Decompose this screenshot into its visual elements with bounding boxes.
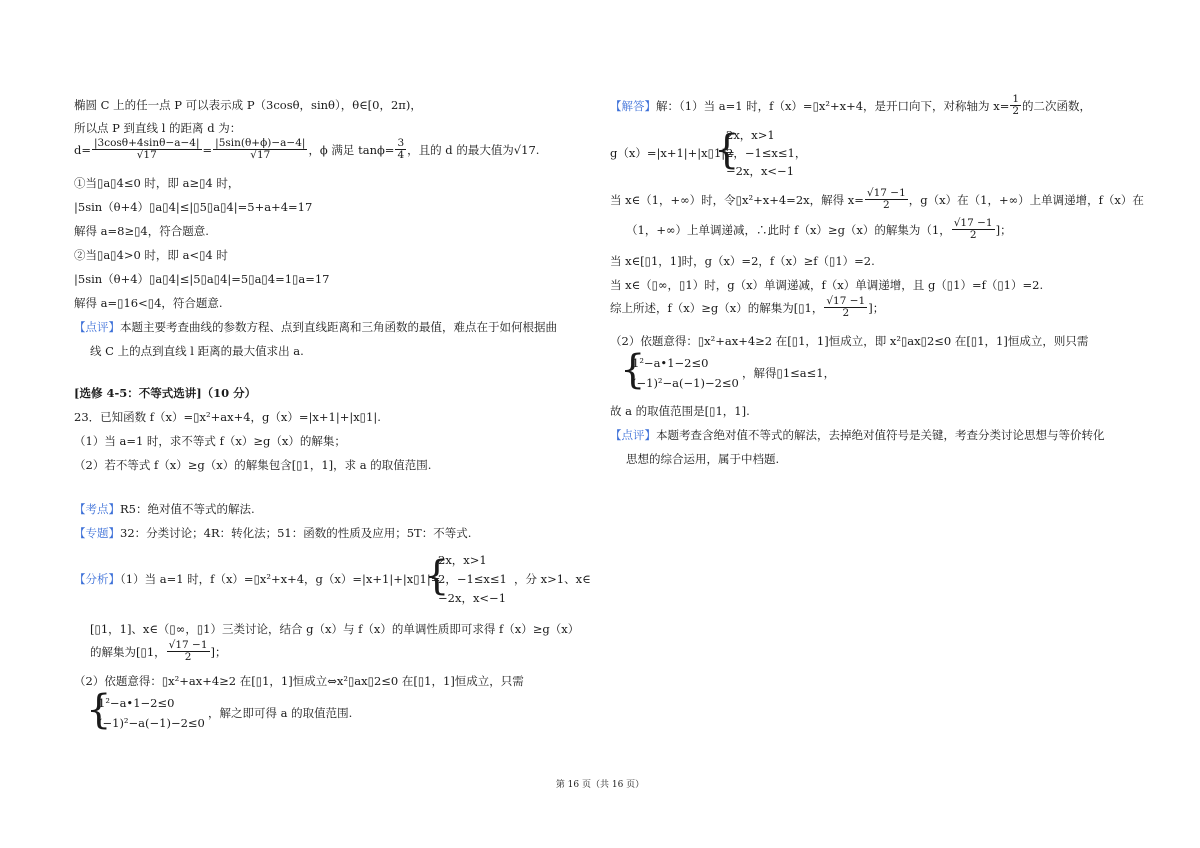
numerator: 3 — [397, 137, 405, 149]
analysis-text: （1）当 a=1 时，f（x）=▯x²+x+4，g（x）=|x+1|+|x▯1|= — [120, 572, 441, 586]
fraction — [1010, 94, 1021, 117]
case-line: 2，−1≤x≤1 — [438, 572, 507, 586]
text-line: 故 a 的取值范围是[▯1，1]. — [610, 404, 750, 418]
answer-tag: 【解答】 — [610, 98, 656, 113]
numerator: |5sin(θ+ϕ)−a−4| — [215, 137, 306, 149]
text-end: ，解之即可得 a 的取值范围. — [208, 706, 353, 720]
formula-prefix: d= — [74, 142, 91, 157]
analysis-line — [74, 572, 440, 586]
comment-tag: 【点评】 — [74, 320, 120, 334]
knowledge-tag: 【考点】 — [74, 502, 120, 516]
comment-tag: 【点评】 — [610, 428, 656, 442]
analysis-continuation: ，分 x>1、x∈ — [514, 572, 591, 586]
text-end: ，解得▯1≤a≤1， — [742, 366, 836, 380]
piecewise-function — [424, 550, 594, 610]
text-line: 当 x∈[▯1，1]时，g（x）=2，f（x）≥f（▯1）=2. — [610, 254, 875, 268]
text-line: |5sin（θ+4）▯a▯4|≤|5▯a▯4|=5▯a▯4=1▯a=17 — [74, 272, 330, 286]
text-line: [▯1，1]、x∈（▯∞，▯1）三类讨论，结合 g（x）与 f（x）的单调性质即可求得 f（x）≥g（x） — [90, 622, 580, 636]
fraction — [395, 138, 406, 161]
case-line: 2x，x>1 — [726, 128, 775, 142]
comment-text: 本题主要考查曲线的参数方程、点到直线距离和三角函数的最值，难点在于如何根据曲 — [120, 320, 557, 334]
text-line: |5sin（θ+4）▯a▯4|≤|▯5▯a▯4|=5+a+4=17 — [74, 200, 313, 214]
denominator: 2 — [184, 651, 192, 663]
text-line: 椭圆 C 上的任一点 P 可以表示成 P（3cosθ，sinθ），θ∈[0，2π)， — [74, 98, 422, 112]
section-heading: [选修 4-5：不等式选讲]（10 分） — [74, 386, 257, 400]
inequality-line: (−1)²−a(−1)−2≤0 — [632, 376, 739, 390]
numerator: √17 −1 — [168, 639, 208, 651]
question-part: （2）若不等式 f（x）≥g（x）的解集包含[▯1，1]，求 a 的取值范围. — [74, 458, 432, 472]
numerator: √17 −1 — [826, 295, 866, 307]
answer-end: 的二次函数， — [1022, 98, 1092, 113]
fraction — [213, 138, 307, 161]
topic-text: 32：分类讨论；4R：转化法；51：函数的性质及应用；5T：不等式. — [120, 526, 472, 540]
text-line: 解得 a=8≥▯4，符合题意. — [74, 224, 209, 238]
case-line: 2x，x>1 — [438, 553, 487, 567]
denominator: 4 — [397, 149, 405, 161]
denominator: 2 — [842, 307, 850, 319]
text-line: 线 C 上的点到直线 l 距离的最大值求出 a. — [90, 344, 304, 358]
fraction — [824, 296, 867, 319]
knowledge-point — [74, 502, 255, 516]
text-prefix: 当 x∈（1，+∞）时，令▯x²+x+4=2x，解得 x= — [610, 192, 864, 207]
text-line: 解得 a=▯16<▯4，符合题意. — [74, 296, 223, 310]
fraction — [92, 138, 202, 161]
numerator: √17 −1 — [953, 217, 993, 229]
text-prefix: （1，+∞）上单调递减，∴此时 f（x）≥g（x）的解集为（1， — [626, 222, 951, 237]
fraction — [167, 640, 210, 663]
formula-mid: ，ϕ 满足 tanϕ= — [308, 142, 395, 157]
text-end: ]； — [995, 222, 1012, 237]
comment-line — [610, 428, 1105, 442]
case-line: 2，−1≤x≤1， — [726, 146, 807, 160]
left-brace: { — [714, 127, 740, 173]
topic-tag: 【专题】 — [74, 526, 120, 540]
denominator: 2 — [969, 229, 977, 241]
text-end: ，g（x）在（1，+∞）上单调递增，f（x）在 — [908, 192, 1144, 207]
text-prefix: 综上所述，f（x）≥g（x）的解集为[▯1， — [610, 300, 824, 315]
answer-line — [610, 94, 1091, 117]
solution-line — [626, 218, 1012, 241]
question-part: （1）当 a=1 时，求不等式 f（x）≥g（x）的解集； — [74, 434, 346, 448]
case-line: −2x，x<−1 — [726, 164, 795, 178]
denominator: √17 — [250, 149, 271, 161]
question-stem: 23．已知函数 f（x）=▯x²+ax+4，g（x）=|x+1|+|x▯1|. — [74, 410, 381, 424]
left-brace: { — [620, 347, 646, 393]
numerator: 1 — [1012, 93, 1020, 105]
analysis-tag: 【分析】 — [74, 572, 120, 586]
inequality-system — [86, 687, 386, 736]
left-brace: { — [424, 553, 450, 599]
text-line: （2）依题意得：▯x²+ax+4≥2 在[▯1，1]恒成立⇔x²▯ax▯2≤0 在[▯1，1]恒成立，只需 — [74, 674, 524, 688]
fraction — [865, 188, 908, 211]
denominator: √17 — [136, 149, 157, 161]
formula-end: ，且的 d 的最大值为√17. — [407, 142, 540, 157]
inequality-line: 1²−a•1−2≤0 — [632, 356, 709, 370]
comment-text: 本题考查含绝对值不等式的解法，去掉绝对值符号是关键，考查分类讨论思想与等价转化 — [656, 428, 1105, 442]
text-line: （2）依题意得：▯x²+ax+4≥2 在[▯1，1]恒成立，即 x²▯ax▯2≤0 在[▯1，1]恒成立，则只需 — [610, 334, 1089, 348]
page-footer: 第 16 页（共 16 页） — [555, 780, 645, 790]
case-line: −2x，x<−1 — [438, 591, 507, 605]
numerator: √17 −1 — [866, 187, 906, 199]
summary-line — [610, 296, 884, 319]
comment-line — [74, 320, 557, 334]
text-prefix: 的解集为[▯1， — [90, 644, 166, 659]
text-line: 当 x∈（▯∞，▯1）时，g（x）单调递减，f（x）单调递增，且 g（▯1）=f（▯1）=2. — [610, 278, 1044, 292]
text-line: g（x）=|x+1|+|x▯1|= — [610, 146, 735, 160]
denominator: 2 — [883, 199, 890, 211]
topic-line — [74, 526, 471, 540]
denominator: 2 — [1012, 105, 1020, 117]
inequality-line: (−1)²−a(−1)−2≤0 — [98, 716, 205, 730]
piecewise-function — [714, 126, 874, 186]
solution-line — [610, 188, 1144, 211]
text-line: ②当▯a▯4>0 时，即 a<▯4 时 — [74, 248, 228, 262]
answer-text: 解：（1）当 a=1 时，f（x）=▯x²+x+4，是开口向下，对称轴为 x= — [656, 98, 1010, 113]
text-end: ]； — [868, 300, 885, 315]
numerator: |3cosθ+4sinθ−a−4| — [94, 137, 200, 149]
equals-sign: = — [202, 142, 213, 157]
inequality-system — [620, 347, 920, 396]
inequality-line: 1²−a•1−2≤0 — [98, 696, 175, 710]
left-brace: { — [86, 687, 112, 733]
knowledge-text: R5：绝对值不等式的解法. — [120, 502, 255, 516]
text-line: 所以点 P 到直线 l 的距离 d 为： — [74, 121, 242, 135]
text-end: ]； — [210, 644, 227, 659]
fraction — [952, 218, 995, 241]
distance-formula — [74, 138, 539, 161]
text-line: 思想的综合运用，属于中档题. — [626, 452, 780, 466]
text-line: ①当▯a▯4≤0 时，即 a≥▯4 时， — [74, 176, 240, 190]
solution-set-line — [90, 640, 227, 663]
